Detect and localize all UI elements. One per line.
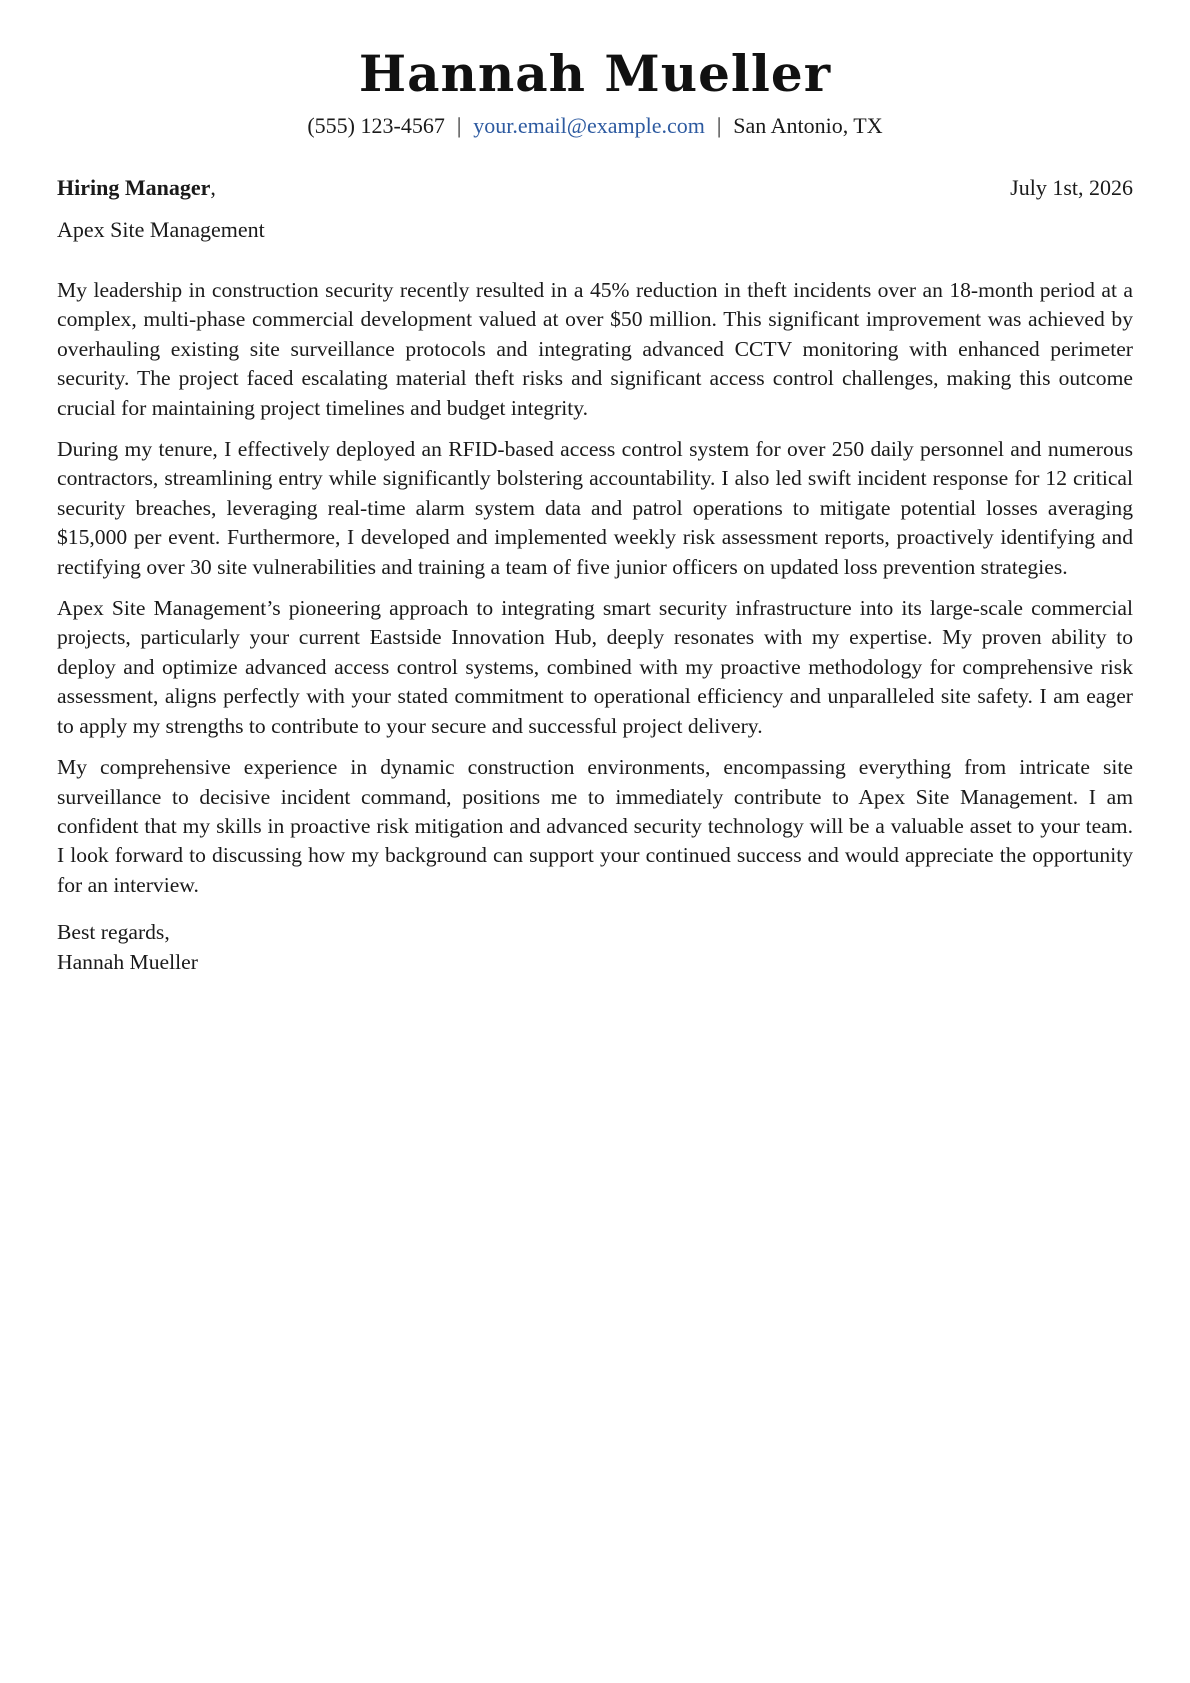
body-paragraph: During my tenure, I effectively deployed an RFID-based access control system for over 250 daily personnel and numerous contractors, streamlining entry while significantly bolstering accountability. I also led swift incident response for 12 critical security breaches, leveraging real-time alarm system data and patrol operations to mitigate potential losses averaging $15,000 per event. Furthermore, I developed and implemented weekly risk assessment reports, proactively identifying and rectifying over 30 site vulnerabilities and training a team of five junior officers on updated loss prevention strategies. bbox=[57, 437, 1133, 579]
location: San Antonio, TX bbox=[733, 113, 883, 138]
recipient-name: Hiring Manager bbox=[57, 175, 211, 200]
closing-signature: Hannah Mueller bbox=[57, 949, 198, 974]
recipient-name-comma: , bbox=[210, 175, 216, 200]
body-paragraph: Apex Site Management’s pioneering approach to integrating smart security infrastructure into its large-scale commercial projects, particularly your current Eastside Innovation Hub, deeply resonates with my expertise. My proven ability to deploy and optimize advanced access control systems, combined with my proactive methodology for comprehensive risk assessment, aligns perfectly with your stated commitment to operational efficiency and unparalleled site safety. I am eager to apply my strengths to contribute to your secure and successful project delivery. bbox=[57, 596, 1133, 738]
letter-date: July 1st, 2026 bbox=[1010, 175, 1133, 200]
recipient-company: Apex Site Management bbox=[57, 217, 265, 242]
recipient-line bbox=[57, 174, 216, 202]
closing-salutation: Best regards, bbox=[57, 920, 170, 945]
body-paragraph: My leadership in construction security recently resulted in a 45% reduction in theft incidents over an 18-month period at a complex, multi-phase commercial development valued at over $50 million. This significant improvement was achieved by overhauling existing site surveillance protocols and integrating advanced CCTV monitoring with enhanced perimeter security. The project faced escalating material theft risks and significant access control challenges, making this outcome crucial for maintaining project timelines and budget integrity. bbox=[57, 278, 1133, 420]
sender-name: Hannah Mueller bbox=[358, 44, 832, 103]
contact-separator: | bbox=[456, 113, 462, 138]
recipient-date-row bbox=[57, 174, 1133, 202]
phone-number: (555) 123-4567 bbox=[307, 113, 445, 138]
letter-closing bbox=[57, 918, 1133, 977]
body-paragraph: My comprehensive experience in dynamic construction environments, encompassing everything from intricate site surveillance to decisive incident command, positions me to immediately contribute to Apex Site Management. I am confident that my skills in proactive risk mitigation and advanced security technology will be a valuable asset to your team. I look forward to discussing how my background can support your continued success and would appreciate the opportunity for an interview. bbox=[57, 755, 1133, 897]
email-link[interactable]: your.email@example.com bbox=[473, 113, 705, 138]
contact-separator: | bbox=[716, 113, 722, 138]
letter-body bbox=[57, 276, 1133, 900]
contact-line bbox=[57, 112, 1133, 140]
